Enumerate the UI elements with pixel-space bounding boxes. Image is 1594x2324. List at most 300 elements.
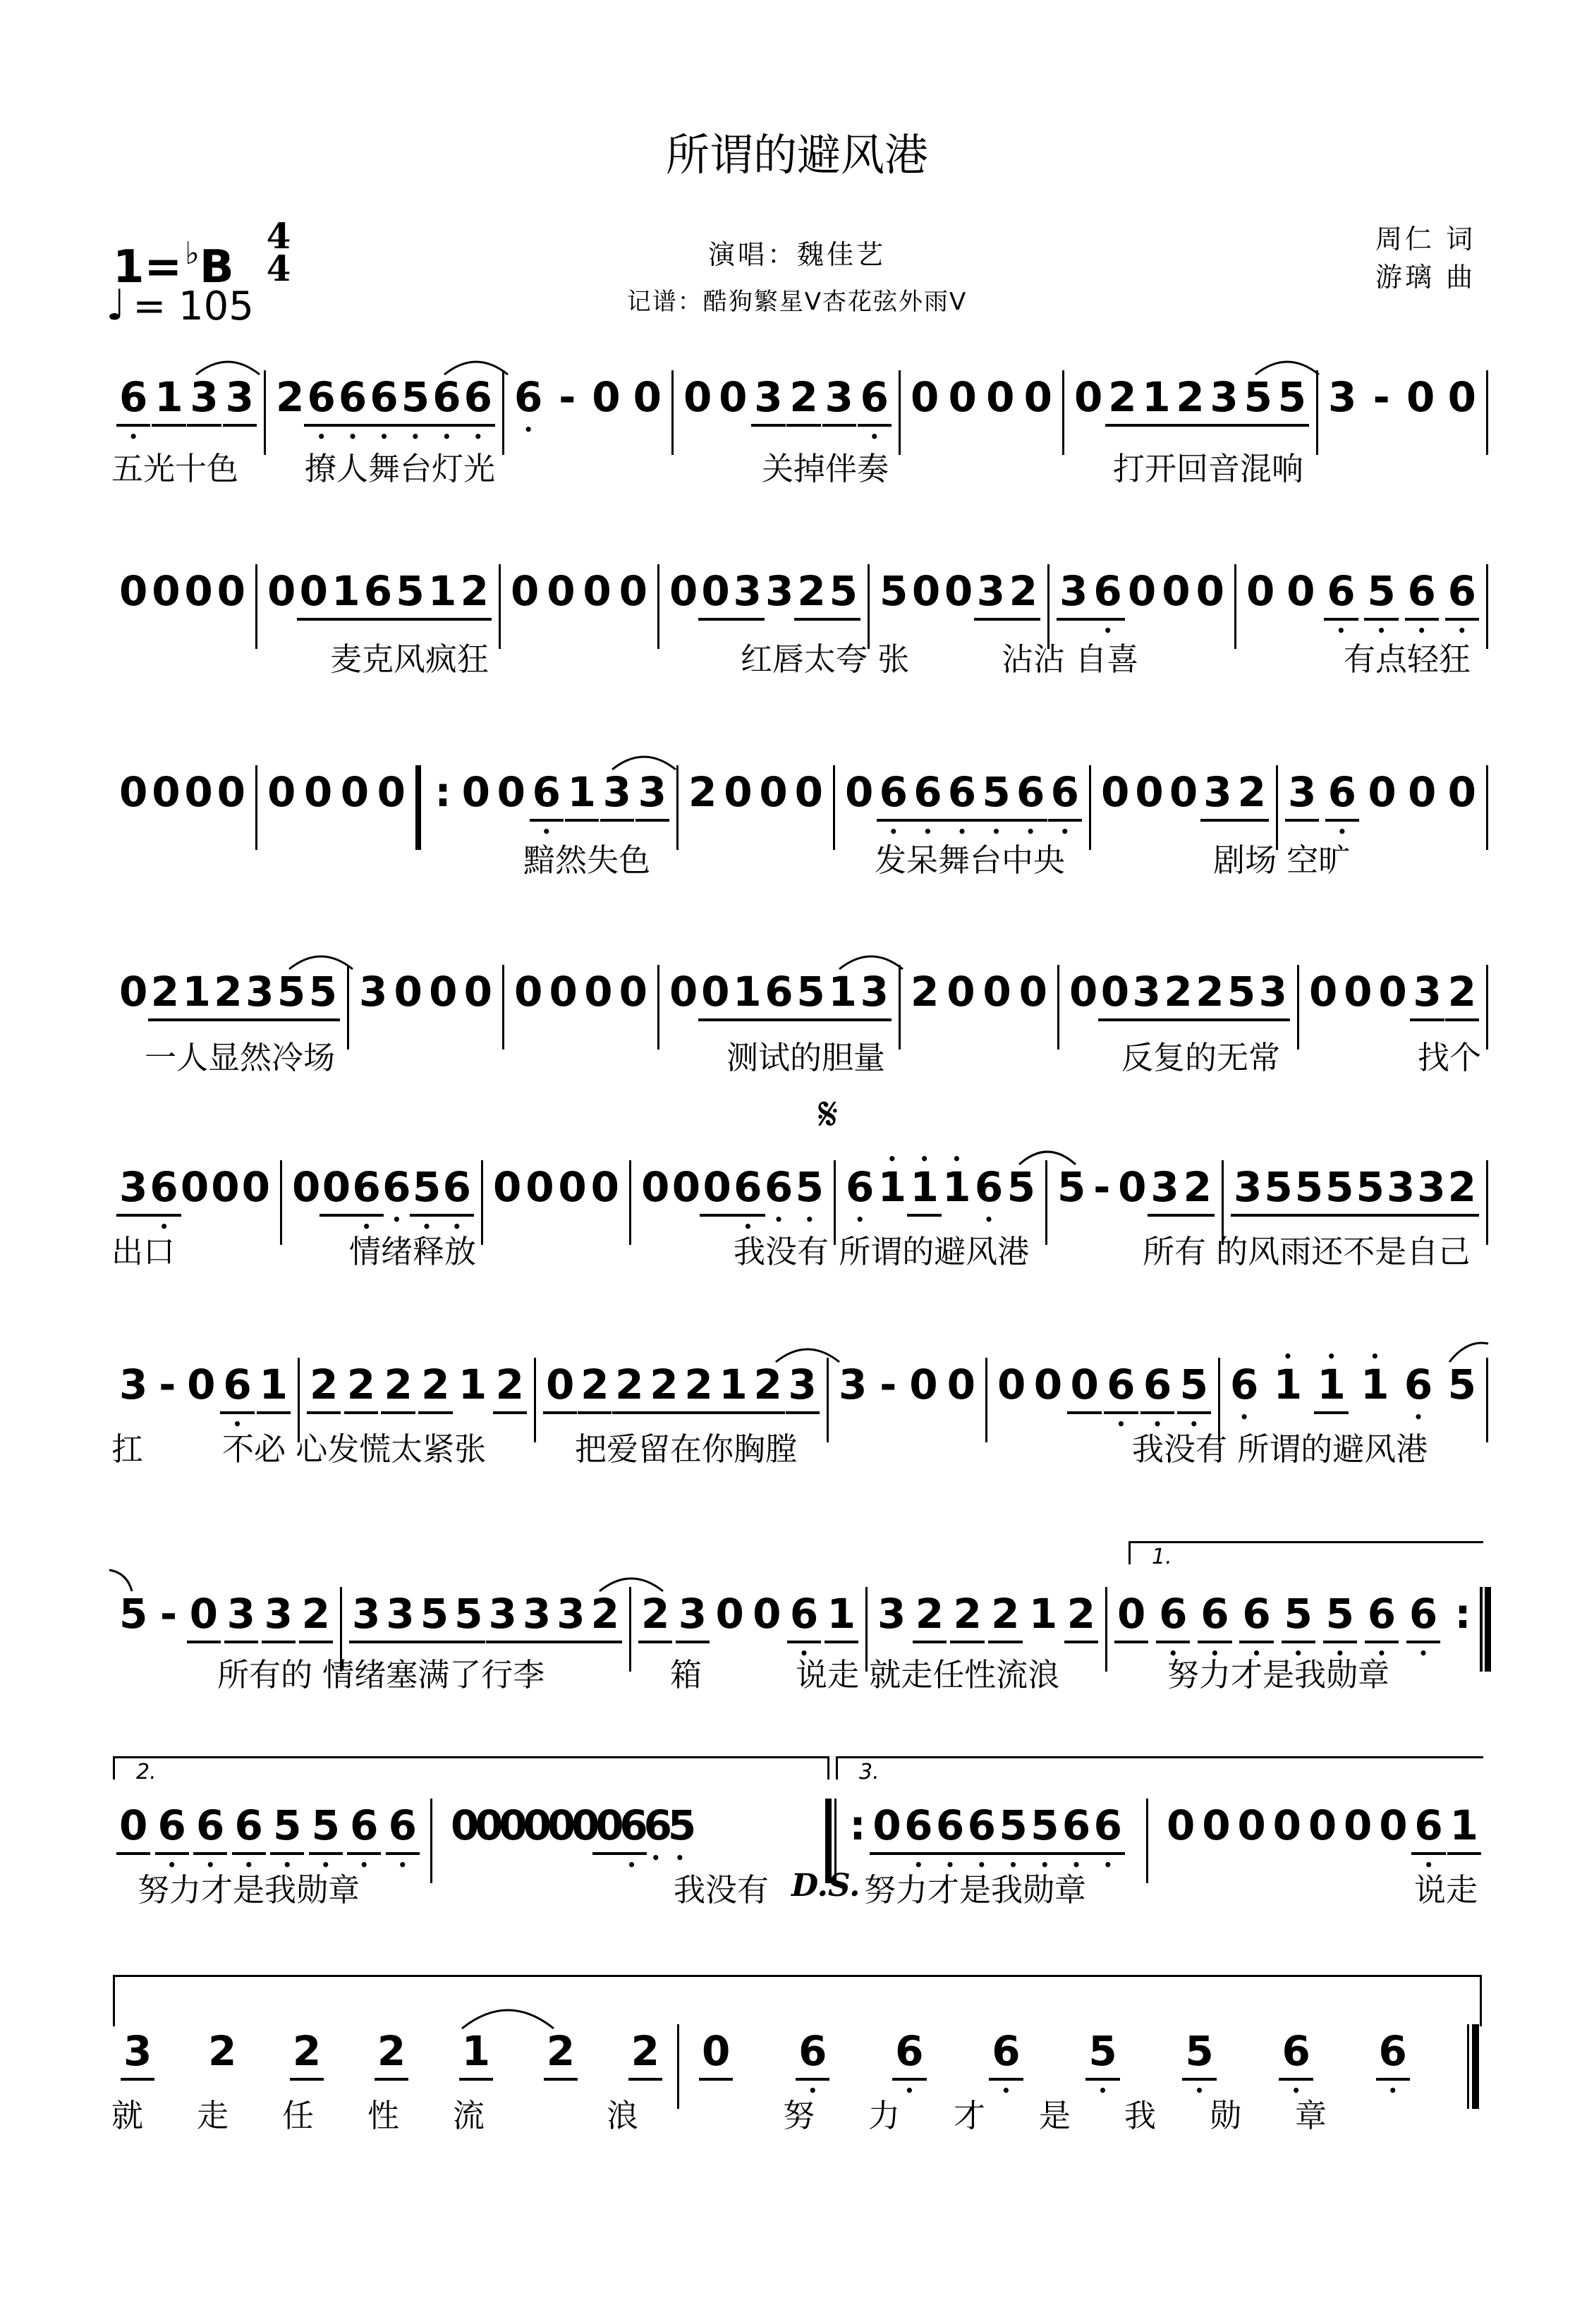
tie-arc	[441, 349, 511, 377]
note: • 6	[533, 765, 561, 819]
note: 2	[302, 1587, 330, 1641]
note: 5	[880, 567, 908, 615]
note: 0	[1286, 567, 1315, 615]
note: 0	[475, 1801, 504, 1849]
note: • 6	[1328, 765, 1356, 819]
note: • 5	[1326, 1587, 1354, 1641]
note: • 6	[443, 1160, 471, 1214]
note: 0	[1162, 567, 1191, 615]
lyric: 我没有 所谓的避风港	[1132, 1430, 1428, 1468]
note: • 6	[936, 1799, 964, 1852]
lyric: 测试的胆量	[726, 1039, 886, 1076]
note: 1	[1450, 1799, 1478, 1852]
note: • 6	[904, 1799, 932, 1852]
note: 0	[944, 567, 973, 615]
lyric: 说走 就走任性流浪	[796, 1656, 1060, 1693]
lyric: 反复的无常	[1121, 1039, 1281, 1076]
tie-arc	[609, 744, 679, 772]
note: 0	[303, 768, 333, 816]
note: 0	[1308, 1801, 1337, 1849]
measure	[109, 370, 266, 455]
note: 3	[386, 1587, 414, 1641]
note: • 6	[948, 765, 976, 819]
note: 2	[1067, 1587, 1095, 1641]
tempo-value: = 105	[133, 284, 254, 329]
lyric: 不必 心发慌太紧张	[222, 1430, 487, 1468]
note: 2	[915, 1587, 944, 1641]
tie-arc	[193, 349, 263, 377]
note: 0	[947, 1361, 975, 1409]
note: 0	[1368, 768, 1397, 816]
measure	[504, 370, 674, 455]
note: 0	[909, 1361, 938, 1409]
note: 0	[724, 768, 753, 816]
note: 0	[1407, 768, 1437, 816]
note: 0	[184, 768, 213, 816]
note: 2	[214, 965, 242, 1018]
lyric: 黯然失色	[523, 841, 651, 879]
note: • 1	[942, 1160, 971, 1214]
note: • 6	[846, 1160, 874, 1214]
note: 0	[152, 768, 181, 816]
note: • 6	[975, 1160, 1003, 1214]
note: 0	[1127, 567, 1157, 615]
note: 2	[641, 1587, 669, 1641]
note: 0	[701, 965, 729, 1018]
note: 0	[948, 373, 977, 421]
note: • 5	[1180, 1358, 1208, 1411]
note: 2	[1448, 1160, 1476, 1214]
system-bracket	[113, 1975, 1482, 2026]
note: 2	[1448, 965, 1476, 1018]
note: 0	[1202, 1801, 1231, 1849]
note: 0	[1069, 968, 1098, 1016]
volta-label: 1.	[1152, 1545, 1172, 1569]
note: • 6	[644, 1799, 668, 1852]
note: • 6	[196, 1799, 224, 1852]
note: 1	[458, 1361, 487, 1409]
note: 0	[986, 373, 1015, 421]
note: 2	[797, 564, 825, 618]
note: 0	[493, 1163, 522, 1211]
note: 6	[765, 965, 793, 1018]
note: • 6	[1016, 765, 1045, 819]
note: 0	[187, 1361, 216, 1409]
notation-row-2	[109, 564, 1488, 649]
note: 0	[595, 1799, 619, 1852]
lyrics-row-7	[0, 1654, 1594, 1696]
note: 1	[1142, 370, 1170, 424]
note: 0	[683, 373, 712, 421]
note: 2	[310, 1358, 338, 1411]
note: 0	[669, 567, 698, 615]
note: 5	[1447, 1361, 1476, 1409]
note: 5	[309, 965, 337, 1018]
note: 0	[1344, 1801, 1373, 1849]
lyric: 努力才是我勋章	[864, 1871, 1087, 1909]
quarter-note-icon: ♩	[106, 281, 126, 330]
note: 0	[119, 567, 148, 615]
note: 3	[1234, 1160, 1262, 1214]
note: 3	[877, 1590, 906, 1638]
measure	[1278, 765, 1488, 850]
measure	[1318, 370, 1488, 455]
note: 2	[1108, 370, 1136, 424]
note: 5	[1356, 1160, 1385, 1214]
note: 0	[1447, 768, 1476, 816]
measure	[257, 564, 501, 649]
note: • 6	[1409, 1587, 1437, 1641]
lyric: 努力才是我勋章	[1167, 1656, 1390, 1693]
note: 3	[638, 765, 667, 819]
note: 0	[947, 968, 975, 1016]
slur-arc	[458, 1996, 557, 2031]
note: 0	[997, 1361, 1026, 1409]
note: 0	[340, 768, 370, 816]
note: 1	[462, 2024, 490, 2078]
note: 1	[154, 370, 183, 424]
measure	[1064, 370, 1318, 455]
note: 3	[1210, 370, 1238, 424]
lyric: 找个	[1418, 1039, 1482, 1076]
ds-marking: D.S.	[791, 1868, 860, 1904]
note: 0	[583, 567, 612, 615]
lyrics-row-1	[0, 448, 1594, 490]
note: 0	[1074, 373, 1103, 421]
note: 0	[499, 1801, 528, 1849]
note: • 6	[119, 370, 147, 424]
note: 0	[619, 567, 647, 615]
note: 1	[733, 965, 761, 1018]
note: • 5	[413, 1160, 441, 1214]
note: • 6	[1094, 1799, 1122, 1852]
note: 3	[352, 1587, 380, 1641]
note: • 6	[1051, 765, 1079, 819]
note: 5	[454, 1587, 482, 1641]
note: -	[880, 1361, 897, 1409]
note: 0	[872, 1799, 901, 1852]
note: • 5	[668, 1799, 692, 1852]
note: • 6	[1448, 564, 1476, 618]
note: 0	[1169, 768, 1198, 816]
note: 0	[1378, 968, 1407, 1016]
lyric: 关掉伴奏	[762, 450, 889, 487]
segno-icon: 𝄋	[818, 1087, 839, 1141]
note: • 6	[913, 765, 942, 819]
note: 5	[420, 1587, 449, 1641]
measure	[835, 765, 1091, 850]
note: 0	[119, 1799, 147, 1852]
note: 2	[347, 1358, 375, 1411]
note: • 5	[273, 1799, 301, 1852]
note: 1	[183, 965, 211, 1018]
note: • 6	[514, 370, 542, 424]
note: 3	[839, 1361, 868, 1409]
note: 0	[119, 768, 148, 816]
note: 0	[1447, 373, 1476, 421]
note: 0	[633, 373, 662, 421]
measure	[1050, 564, 1236, 649]
note: 0	[592, 373, 621, 421]
note: • 6	[1230, 1358, 1258, 1411]
repeat-end-dots: :	[1454, 1590, 1471, 1638]
tie-arc	[1252, 349, 1322, 377]
note: 5	[796, 965, 825, 1018]
note: 0	[911, 567, 941, 615]
lyric: 红唇太夸 张	[741, 640, 910, 678]
note: 2	[580, 1358, 609, 1411]
note: -	[1093, 1163, 1111, 1211]
note: • 6	[307, 370, 335, 424]
note: 2	[421, 1358, 449, 1411]
tie-arc	[286, 944, 356, 972]
note: • 6	[765, 1160, 793, 1214]
note: 0	[211, 1163, 240, 1211]
note: 1	[828, 965, 856, 1018]
note: 2	[151, 965, 179, 1018]
note: • 6	[880, 765, 908, 819]
note: • 1	[878, 1160, 906, 1214]
note: 0	[322, 1160, 351, 1214]
note: 0	[190, 1587, 218, 1641]
note: 0	[180, 1163, 209, 1211]
note: 0	[719, 373, 748, 421]
lyric: 浪	[607, 2097, 639, 2134]
note: • 5	[1284, 1587, 1313, 1641]
composer-credit: 游璃 曲	[1375, 262, 1476, 293]
note: 0	[525, 1163, 554, 1211]
transcriber-credit: 记谱：酷狗繁星V杏花弦外雨V	[626, 288, 968, 316]
note: • 6	[1414, 1799, 1442, 1852]
note: 0	[1237, 1801, 1266, 1849]
measure	[109, 564, 257, 649]
note: • 5	[312, 1799, 340, 1852]
note: 0	[497, 768, 525, 816]
note: 3	[1133, 965, 1161, 1018]
note: 2	[547, 2024, 575, 2078]
note: -	[1373, 373, 1390, 421]
song-title: 所谓的避风港	[665, 129, 928, 181]
note: • 6	[619, 1799, 643, 1852]
lyric: 打开回音混响	[1113, 450, 1304, 487]
note: 0	[152, 567, 181, 615]
note: 3	[489, 1587, 517, 1641]
note: 2	[496, 1358, 524, 1411]
lyric: 说走	[1414, 1871, 1478, 1909]
note: 0	[702, 1160, 731, 1214]
note: • 6	[350, 1799, 378, 1852]
note: • 5	[1185, 2024, 1213, 2078]
note: 5	[1243, 370, 1272, 424]
measure	[421, 765, 679, 850]
tie-arc	[836, 944, 906, 972]
note: • 6	[1159, 1587, 1187, 1641]
note: • 6	[1200, 1587, 1229, 1641]
note: 0	[217, 567, 245, 615]
note: 1	[719, 1358, 747, 1411]
tie-arc	[1016, 1139, 1079, 1167]
tie-arc	[772, 1337, 843, 1365]
note: • 6	[1327, 564, 1355, 618]
measure	[870, 564, 1050, 649]
notation-row-1	[109, 370, 1488, 455]
measure	[674, 370, 901, 455]
note: 3	[1259, 965, 1287, 1018]
note: 0	[1344, 968, 1373, 1016]
note: • 6	[1062, 1799, 1090, 1852]
note: 0	[669, 968, 698, 1016]
note: • 1	[1361, 1358, 1389, 1411]
note: 3	[860, 965, 889, 1018]
note: 5	[829, 564, 858, 618]
note: 3	[227, 1587, 255, 1641]
measure	[679, 765, 835, 850]
note: • 6	[895, 2024, 923, 2078]
note: • 6	[150, 1160, 178, 1214]
note: • 6	[1143, 1358, 1172, 1411]
note: • 6	[798, 2024, 827, 2078]
lyric: 箱	[670, 1656, 702, 1693]
note: 0	[1118, 1163, 1147, 1211]
note: 3	[1059, 564, 1088, 618]
lyrics-row-4	[0, 1037, 1594, 1079]
note: 2	[384, 1358, 412, 1411]
note: 3	[1387, 1160, 1415, 1214]
note: 3	[679, 1587, 707, 1641]
note: 0	[701, 564, 729, 618]
note: • 6	[1408, 564, 1436, 618]
note: 2	[684, 1358, 712, 1411]
note: 2	[1238, 765, 1266, 819]
note: • 6	[734, 1160, 762, 1214]
time-signature-bottom: 4	[266, 248, 291, 289]
lyricist-credit: 周仁 词	[1375, 224, 1476, 255]
note: -	[559, 373, 576, 421]
note: 0	[1246, 567, 1275, 615]
note: 3	[603, 765, 631, 819]
note: 0	[1070, 1358, 1098, 1411]
notation-row-3	[109, 765, 1488, 850]
measure	[501, 564, 659, 649]
note: 1	[827, 1587, 856, 1641]
note: 5	[1057, 1163, 1086, 1211]
note: • 5	[796, 1160, 824, 1214]
measure	[1091, 765, 1278, 850]
measure	[901, 370, 1064, 455]
note: 0	[267, 768, 296, 816]
note: • 6	[339, 370, 367, 424]
note: 1	[428, 564, 456, 618]
tie-arc	[596, 1566, 667, 1594]
note: 0	[377, 768, 406, 816]
lyric: 情绪释放	[349, 1233, 477, 1270]
note: 0	[463, 968, 492, 1016]
note: 0	[523, 1801, 552, 1849]
note: 5	[1325, 1160, 1353, 1214]
note: 3	[226, 370, 254, 424]
note: 0	[292, 1163, 321, 1211]
note: • 6	[352, 1160, 380, 1214]
note: 3	[977, 564, 1005, 618]
note: 3	[825, 370, 853, 424]
note: -	[159, 1361, 176, 1409]
note: 2	[991, 1587, 1019, 1641]
key-label: 1=	[113, 241, 183, 293]
note: 0	[845, 768, 874, 816]
lyric: 撩人舞台灯光	[305, 450, 496, 487]
lyric: 把爱留在你胸膛	[575, 1430, 798, 1468]
note: 0	[715, 1590, 744, 1638]
note: 0	[547, 567, 576, 615]
note: 0	[671, 1163, 701, 1211]
note: 1	[260, 1358, 288, 1411]
lyric: 剧场 空旷	[1213, 841, 1351, 879]
measure	[1236, 564, 1488, 649]
note: 2	[953, 1587, 981, 1641]
note: 3	[1413, 965, 1441, 1018]
lyric: 努力才是我勋章	[138, 1871, 360, 1909]
lyric: 五光十色	[111, 450, 239, 487]
note: 0	[641, 1163, 670, 1211]
note: 3	[789, 1358, 817, 1411]
note: 2	[1009, 564, 1038, 618]
note: • 5	[401, 370, 430, 424]
note: 3	[754, 370, 782, 424]
lyric: 扛	[111, 1430, 144, 1468]
note: 0	[1309, 968, 1338, 1016]
note: 3	[1417, 1160, 1445, 1214]
note: • 6	[992, 2024, 1020, 2078]
note: 3	[119, 1160, 147, 1214]
note: • 1	[1274, 1358, 1302, 1411]
note: 3	[523, 1587, 551, 1641]
volta-bracket-1	[1128, 1541, 1483, 1569]
note: • 6	[860, 370, 889, 424]
note: 2	[753, 1358, 781, 1411]
note: 0	[571, 1801, 600, 1849]
note: • 5	[982, 765, 1010, 819]
note: 2	[650, 1358, 678, 1411]
note: 3	[1328, 373, 1357, 421]
note: 2	[1196, 965, 1224, 1018]
note: 0	[584, 968, 613, 1016]
note: 0	[1023, 373, 1052, 421]
note: 0	[1101, 768, 1130, 816]
note: 1	[331, 564, 360, 618]
lyric: 发呆舞台中央	[875, 841, 1066, 879]
note: • 6	[1093, 564, 1121, 618]
note: 2	[207, 2027, 237, 2075]
note: • 6	[432, 370, 461, 424]
note: 0	[300, 564, 328, 618]
measure	[266, 370, 504, 455]
measure	[659, 564, 870, 649]
note: 2	[631, 2024, 659, 2078]
note: 1	[1028, 1590, 1058, 1638]
lyric: 所有 的风雨还不是自己	[1143, 1233, 1471, 1270]
note: 0	[1196, 567, 1224, 615]
note: 0	[911, 373, 939, 421]
measure	[257, 765, 421, 850]
note: 3	[119, 1361, 148, 1409]
note: 3	[1203, 765, 1231, 819]
note: 0	[184, 567, 213, 615]
note: • 6	[389, 1799, 417, 1852]
note: 0	[429, 968, 458, 1016]
lyric: 努力才是我勋章	[783, 2097, 1381, 2134]
note: 3	[264, 1587, 293, 1641]
note: 3	[556, 1587, 585, 1641]
